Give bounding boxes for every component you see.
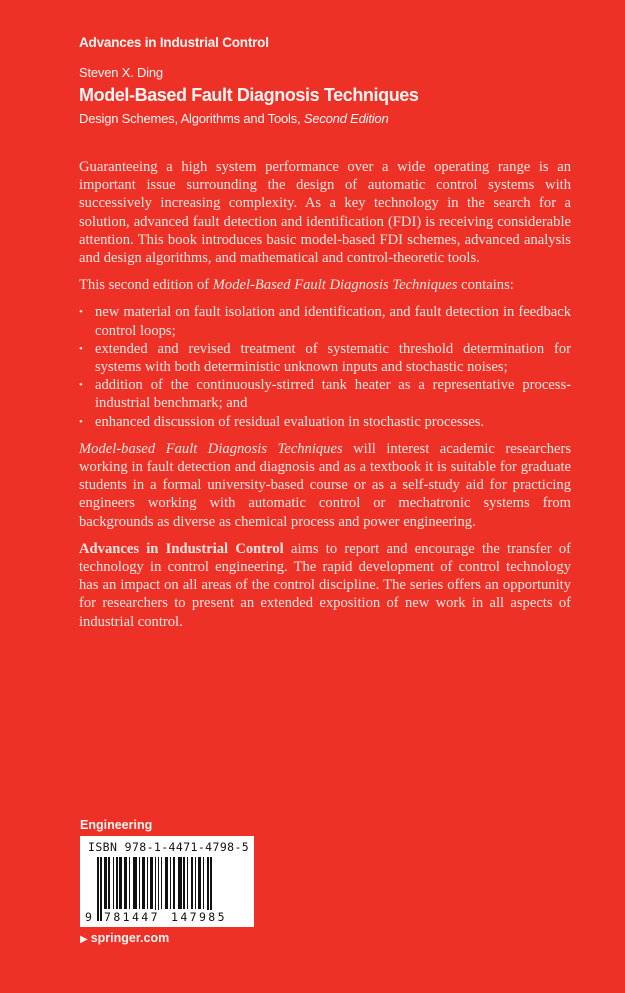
bullet-icon: • <box>79 306 83 319</box>
paragraph-2-book-title: Model-Based Fault Diagnosis Techniques <box>212 277 458 294</box>
blurb-paragraph-3 <box>79 440 571 531</box>
barcode-left-group: 781447 <box>104 910 160 924</box>
bullet-icon: • <box>79 415 83 428</box>
paragraph-3-book-title: Model-based Fault Diagnosis Techniques <box>79 440 343 457</box>
book-subtitle <box>79 111 389 126</box>
paragraph-4-text: aims to report and encourage the transfer of technology in control engineering. The rapid development of control technology has an impact on all areas of the control discipline. The series offers an opportunity for researchers to present an extended exposition of new work in all aspects of industrial control. <box>79 540 571 630</box>
blurb-paragraph-2 <box>79 276 571 294</box>
paragraph-2-prefix: This second edition of <box>79 277 213 294</box>
list-item-text: extended and revised treatment of systematic threshold determination for systems with both deterministic unknown inputs and stochastic noises; <box>95 340 571 376</box>
list-item-text: enhanced discussion of residual evaluation in stochastic processes. <box>95 413 485 430</box>
isbn-barcode <box>80 836 254 927</box>
isbn-label: ISBN 978-1-4471-4798-5 <box>88 840 250 854</box>
subtitle-edition: Second Edition <box>303 111 389 126</box>
blurb-paragraph-1: Guaranteeing a high system performance over a wide operating range is an important issue surrounding the design of automatic control systems with successively increasing complexity. As a key technology in the search for a solution, advanced fault detection and identification (FDI) is receiving considerable attention. This book introduces basic model-based FDI schemes, advanced analysis and design algorithms, and mathematical and control-theoretic tools. <box>79 159 571 267</box>
website-link[interactable]: springer.com <box>90 931 170 945</box>
list-item-text: addition of the continuously-stirred tank heater as a representative process-industrial benchmark; and <box>95 377 571 412</box>
list-item <box>79 303 571 339</box>
blurb <box>79 158 571 640</box>
blurb-paragraph-4 <box>79 540 571 631</box>
list-item <box>79 376 571 412</box>
list-item <box>79 413 571 431</box>
barcode-right-group: 147985 <box>171 910 227 924</box>
barcode-first-digit: 9 <box>85 910 92 924</box>
paragraph-4-series-name: Advances in Industrial Control <box>79 540 284 557</box>
arrow-right-icon: ▶ <box>80 934 88 945</box>
paragraph-2-suffix: contains: <box>457 277 514 294</box>
list-item-text: new material on fault isolation and identification, and fault detection in feedback control loops; <box>95 304 571 339</box>
series-name: Advances in Industrial Control <box>79 35 269 50</box>
feature-list <box>79 303 571 430</box>
bullet-icon: • <box>79 342 83 355</box>
bullet-icon: • <box>79 379 83 392</box>
book-title: Model-Based Fault Diagnosis Techniques <box>79 85 419 105</box>
publisher-website[interactable] <box>80 931 169 945</box>
list-item <box>79 340 571 376</box>
subtitle-main: Design Schemes, Algorithms and Tools, <box>79 111 304 126</box>
subject-category: Engineering <box>80 818 153 832</box>
author-name: Steven X. Ding <box>79 65 163 80</box>
paragraph-3-text: will interest academic researchers working in fault detection and diagnosis and as a textbook it is suitable for graduate students in a formal university-based course or as a self-study aid for practicing engineers working with automatic control or mechatronic systems from backgrounds as diverse as chemical process and power engineering. <box>79 440 572 530</box>
